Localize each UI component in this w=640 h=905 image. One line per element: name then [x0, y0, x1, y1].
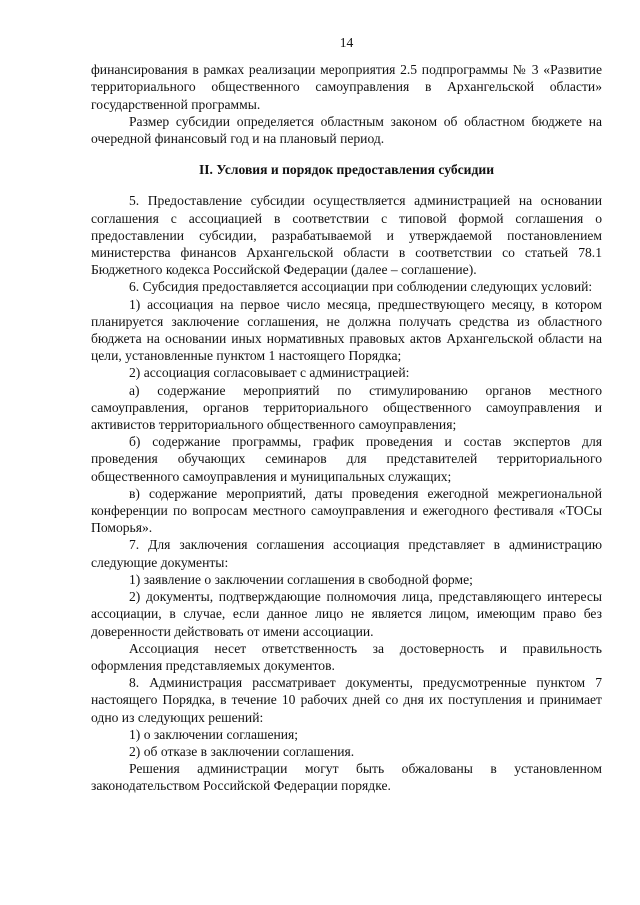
paragraph: а) содержание мероприятий по стимулированию органов местного самоуправления, органов территориального общественного самоуправления и активистов территориального общественного самоуправления; — [91, 382, 602, 433]
paragraph: 2) документы, подтверждающие полномочия лица, представляющего интересы ассоциации, в случае, если данное лицо не является лицом, имеющим право без доверенности действовать от имени ассоциации. — [91, 589, 602, 639]
section-heading: II. Условия и порядок предоставления субсидии — [198, 162, 495, 178]
paragraph: б) содержание программы, график проведения и состав экспертов для проведения обучающих семинаров для представителей территориального общественного самоуправления и муниципальных служащих; — [91, 434, 602, 484]
text-block-before-heading — [91, 61, 602, 147]
paragraph: 8. Администрация рассматривает документы, предусмотренные пунктом 7 настоящего Порядка, в течение 10 рабочих дней со дня их поступления и принимает одно из следующих решений: — [91, 675, 602, 725]
paragraph: Размер субсидии определяется областным законом об областном бюджете на очередной финансовый год и на плановый период. — [91, 113, 602, 147]
paragraph: 1) о заключении соглашения; — [129, 726, 299, 742]
paragraph: Ассоциация несет ответственность за достоверность и правильность оформления представляемых документов. — [91, 640, 602, 673]
paragraph: 2) об отказе в заключении соглашения. — [129, 743, 355, 759]
paragraph: 7. Для заключения соглашения ассоциация представляет в администрацию следующие документы: — [91, 537, 602, 570]
paragraph: 2) ассоциация согласовывает с администрацией: — [129, 365, 410, 381]
paragraph: Решения администрации могут быть обжалованы в установленном законодательством Российской Федерации порядке. — [91, 761, 602, 794]
page-number: 14 — [339, 35, 354, 50]
paragraph: 1) ассоциация на первое число месяца, предшествующего месяцу, в котором планируется заключение соглашения, не должна получать средства из областного бюджета на основании иных нормативных правовых актов Архангельской области на цели, установленные пунктом 1 настоящего Порядка; — [91, 296, 602, 364]
paragraph: 1) заявление о заключении соглашения в свободной форме; — [129, 571, 473, 587]
paragraph: 6. Субсидия предоставляется ассоциации при соблюдении следующих условий: — [129, 279, 593, 295]
text-block-after-heading — [91, 192, 602, 794]
document-page — [91, 34, 602, 795]
paragraph: финансирования в рамках реализации мероприятия 2.5 подпрограммы № 3 «Развитие территориального общественного самоуправления в Архангельской области» государственной программы. — [91, 62, 602, 112]
paragraph: 5. Предоставление субсидии осуществляется администрацией на основании соглашения с ассоциацией в соответствии с типовой формой соглашения о предоставлении субсидии, разрабатываемой и утверждаемой постановлением министерства финансов Архангельской области в соответствии со статьей 78.1 Бюджетного кодекса Российской Федерации (далее – соглашение). — [91, 193, 602, 278]
paragraph: в) содержание мероприятий, даты проведения ежегодной межрегиональной конференции по вопросам местного самоуправления и ежегодного фестиваля «ТОСы Поморья». — [91, 485, 602, 536]
